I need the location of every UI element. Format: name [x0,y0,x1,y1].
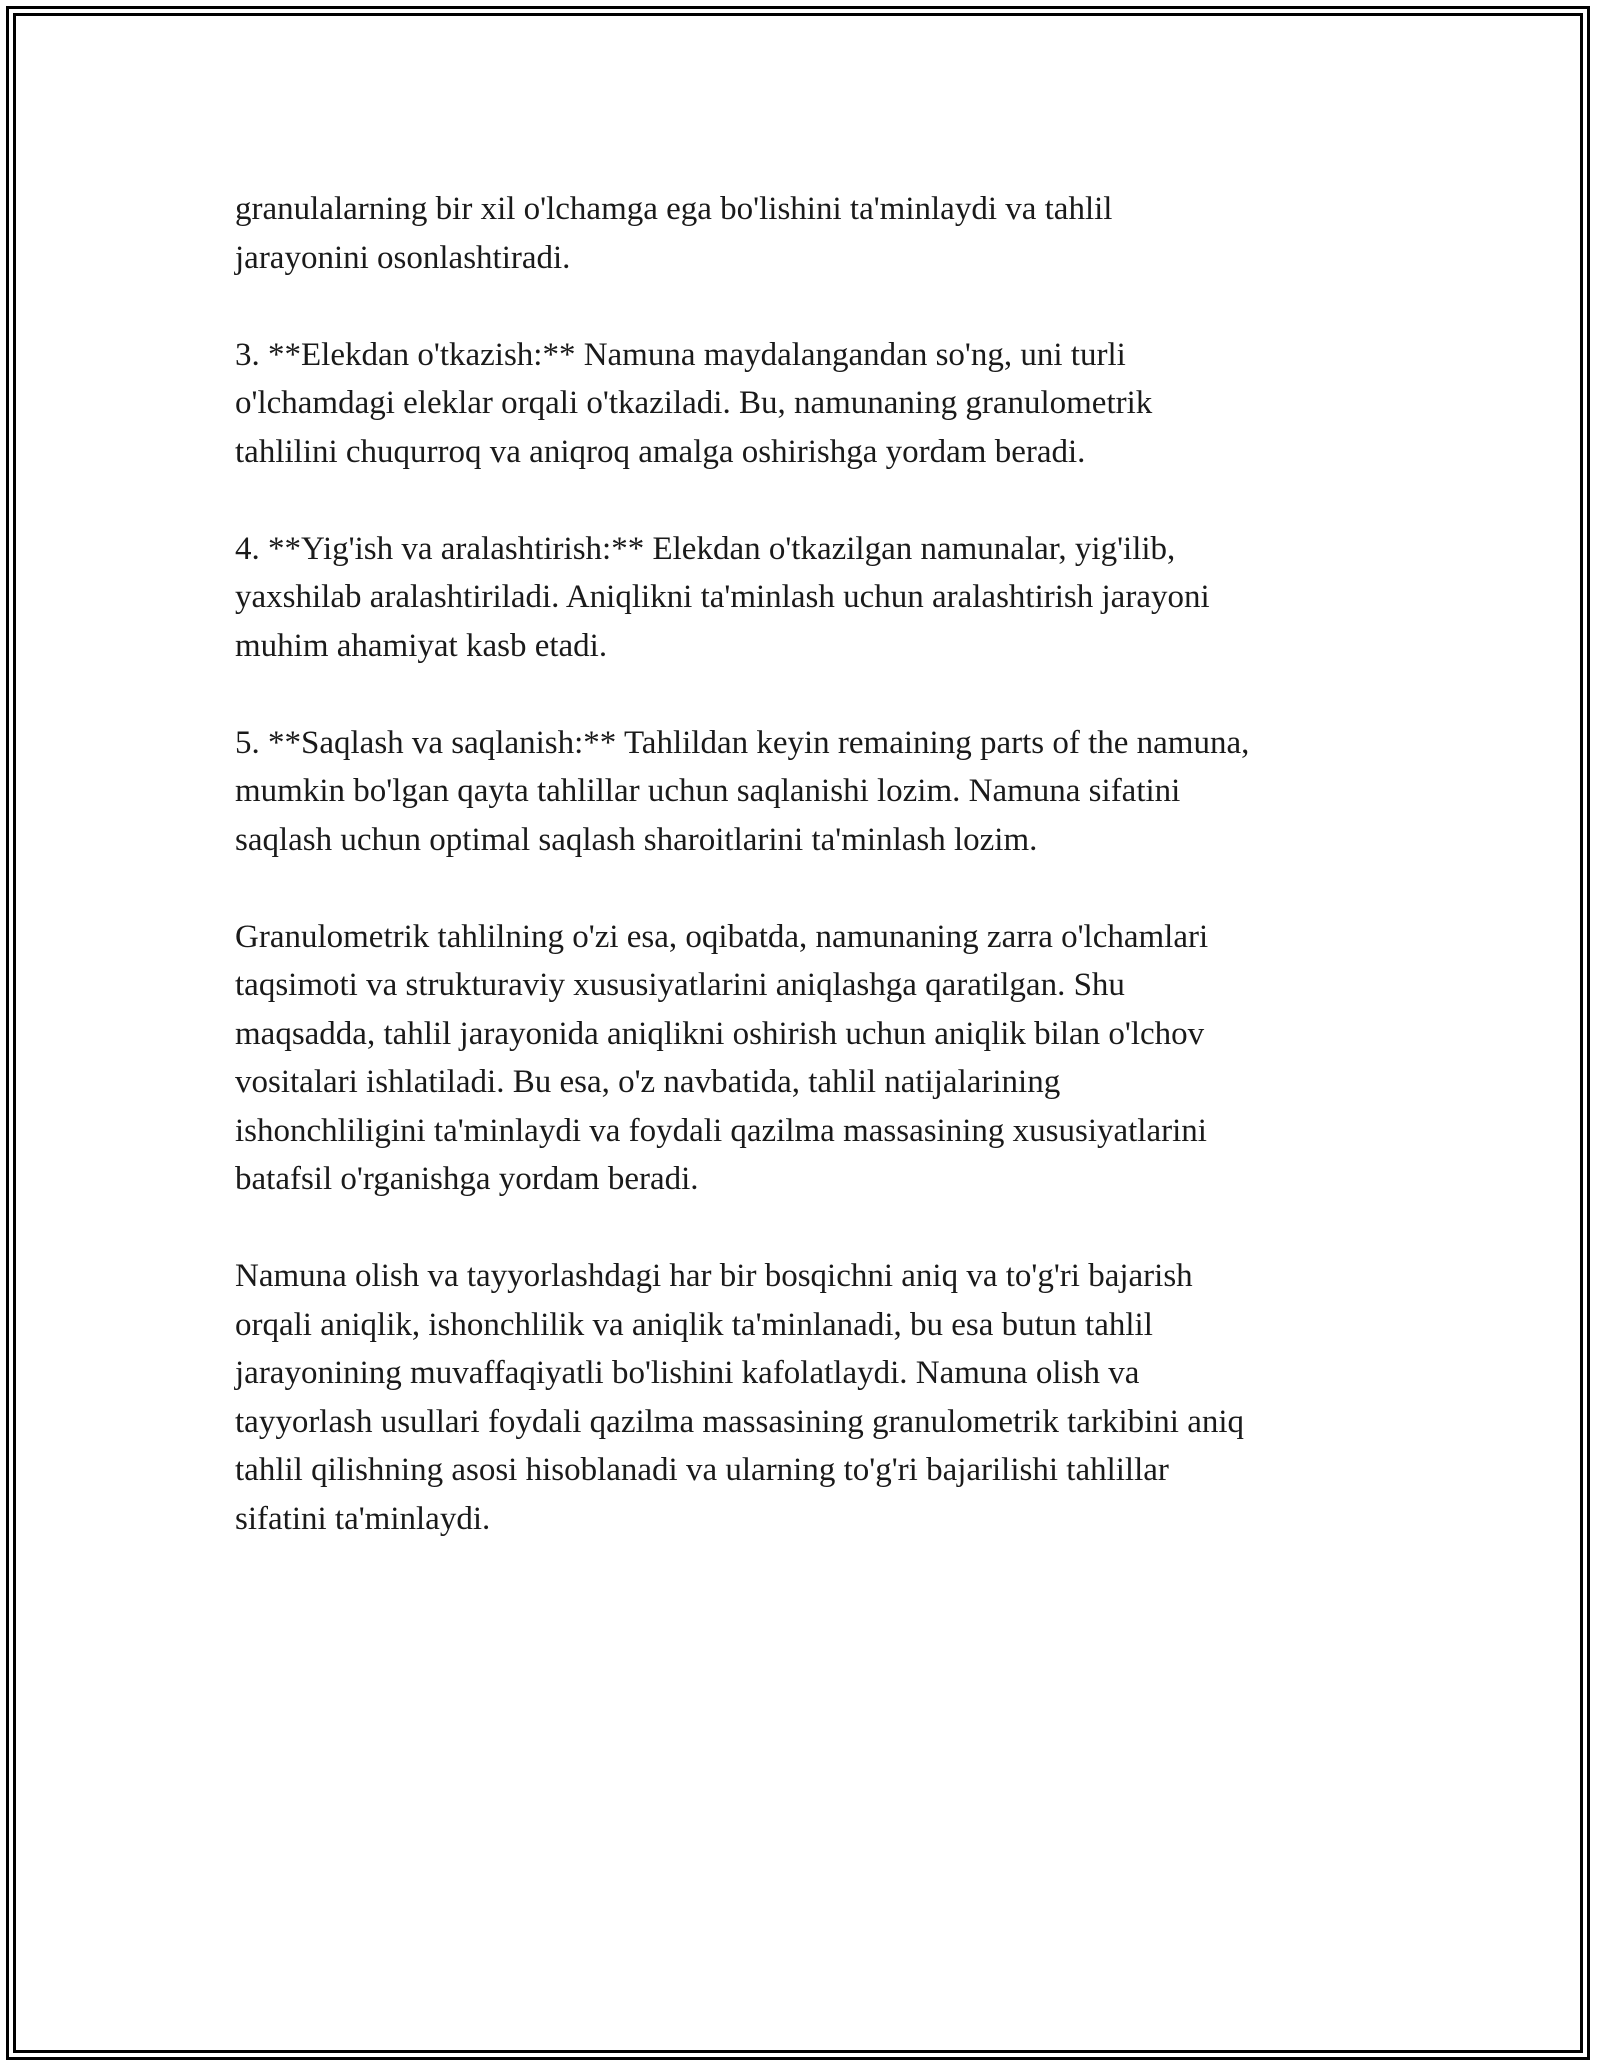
text-line: taqsimoti va strukturaviy xususiyatlarini aniqlashga qaratilgan. Shu [235,967,1125,1003]
text-line: Granulometrik tahlilning o'zi esa, oqibatda, namunaning zarra o'lchamlari [235,918,1209,955]
paragraph [235,185,1395,282]
text-line: Namuna olish va tayyorlashdagi har bir bosqichni aniq va to'g'ri bajarish [235,1258,1193,1294]
paragraph [235,1252,1395,1543]
paragraph [235,525,1395,671]
text-line: 3. **Elekdan o'tkazish:** Namuna maydalangandan so'ng, uni turli [235,336,1126,373]
text-line: jarayonini osonlashtiradi. [235,239,571,276]
text-line: muhim ahamiyat kasb etadi. [235,627,608,664]
text-line: sifatini ta'minlaydi. [235,1500,491,1537]
text-line: jarayonining muvaffaqiyatli bo'lishini kafolatlaydi. Namuna olish va [235,1355,1140,1391]
text-line: 5. **Saqlash va saqlanish:** Tahlildan keyin remaining parts of the namuna, [235,724,1250,761]
text-line: tayyorlash usullari foydali qazilma massasining granulometrik tarkibini aniq [235,1403,1245,1440]
document-body [235,185,1395,1543]
text-line: maqsadda, tahlil jarayonida aniqlikni oshirish uchun aniqlik bilan o'lchov [235,1015,1205,1052]
text-line: orqali aniqlik, ishonchlilik va aniqlik ta'minlanadi, bu esa butun tahlil [235,1306,1153,1343]
text-line: o'lchamdagi eleklar orqali o'tkaziladi. Bu, namunaning granulometrik [235,385,1153,421]
text-line: yaxshilab aralashtiriladi. Aniqlikni ta'minlash uchun aralashtirish jarayoni [235,579,1210,615]
paragraph [235,331,1395,477]
text-line: tahlilini chuqurroq va aniqroq amalga oshirishga yordam beradi. [235,433,1086,470]
paragraph [235,913,1395,1204]
text-line: 4. **Yig'ish va aralashtirish:** Elekdan o'tkazilgan namunalar, yig'ilib, [235,530,1176,567]
text-line: saqlash uchun optimal saqlash sharoitlarini ta'minlash lozim. [235,821,1038,858]
text-line: granulalarning bir xil o'lchamga ega bo'lishini ta'minlaydi va tahlil [235,191,1113,227]
paragraph [235,719,1395,865]
text-line: vositalari ishlatiladi. Bu esa, o'z navbatida, tahlil natijalarining [235,1064,1061,1100]
text-line: batafsil o'rganishga yordam beradi. [235,1161,699,1197]
text-line: tahlil qilishning asosi hisoblanadi va ularning to'g'ri bajarilishi tahlillar [235,1452,1169,1488]
text-line: mumkin bo'lgan qayta tahlillar uchun saqlanishi lozim. Namuna sifatini [235,773,1181,809]
text-line: ishonchliligini ta'minlaydi va foydali qazilma massasining xususiyatlarini [235,1112,1207,1149]
